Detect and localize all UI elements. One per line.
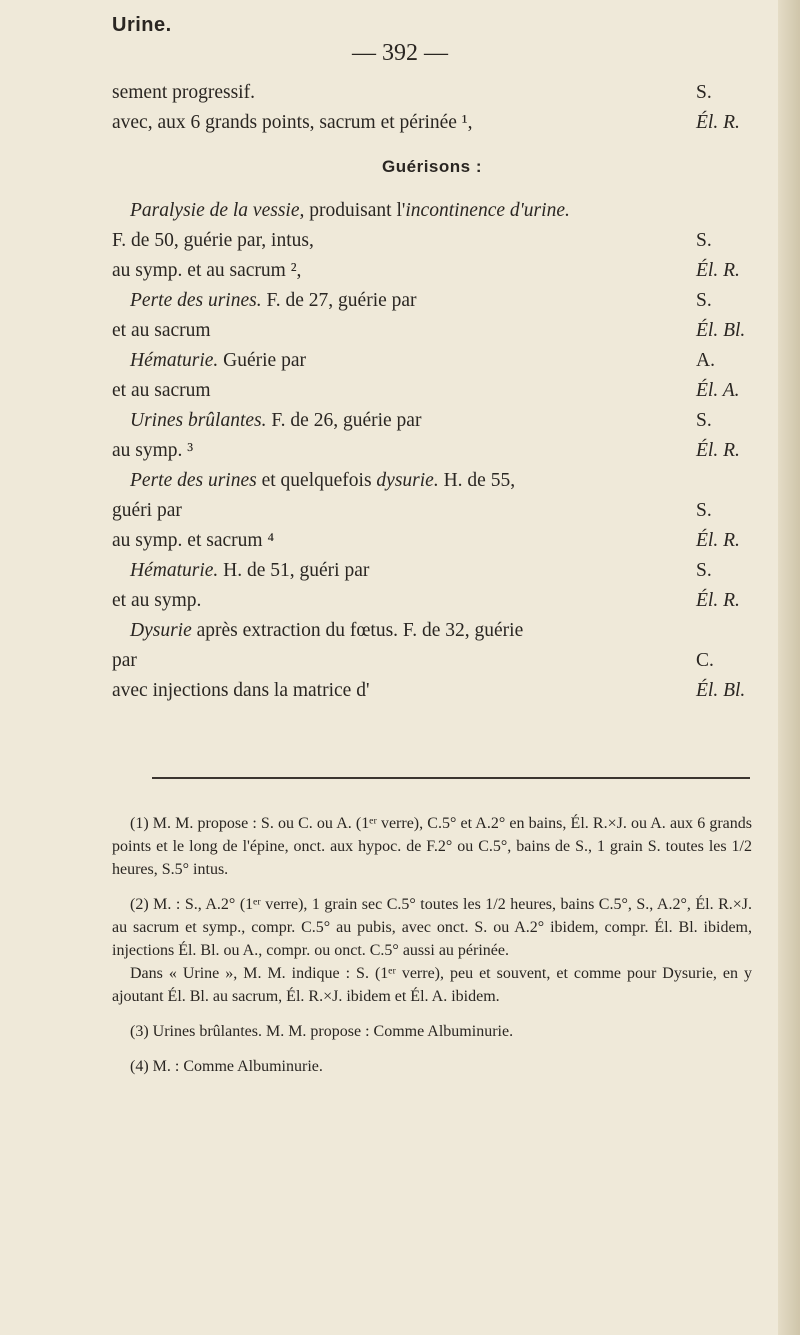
- footnotes: [112, 812, 752, 1090]
- text-line: par C.: [112, 650, 714, 671]
- footnote-2: [112, 893, 752, 1008]
- text-line: guéri par S.: [112, 500, 712, 521]
- text-line: avec injections dans la matrice d' Él. Bl.: [112, 680, 746, 701]
- footnote-divider: [152, 777, 750, 779]
- footnote-4: (4) M. : Comme Albuminurie.: [130, 1058, 323, 1075]
- text-line: Perte des urines. F. de 27, guérie par S.: [130, 290, 712, 311]
- page-edge: [778, 0, 800, 1335]
- text-line: au symp. et sacrum ⁴ Él. R.: [112, 530, 740, 551]
- cures-block-1: [112, 226, 752, 466]
- text-line: et au symp. Él. R.: [112, 590, 740, 611]
- text-line: au symp. et au sacrum ², Él. R.: [112, 260, 740, 281]
- text-line: sement progressif. S.: [112, 82, 712, 103]
- footnote-2-para-2: Dans « Urine », M. M. indique : S. (1ᵉʳ verre), peu et souvent, et comme pour Dysurie, en y ajoutant Él. Bl. au sacrum, Él. R.×J. ibidem et Él. A. ibidem.: [112, 965, 752, 1005]
- text-line: et au sacrum Él. A.: [112, 380, 740, 401]
- footnote-1: (1) M. M. propose : S. ou C. ou A. (1ᵉʳ verre), C.5° et A.2° en bains, Él. R.×J. ou A. aux 6 grands points et le long de l'épine, onct. aux hypoc. de F.2° ou C.5°, bains de S., 1 grain S. toutes les 1/2 heures, S.5° intus.: [112, 815, 752, 878]
- footnote-3: (3) Urines brûlantes. M. M. propose : Comme Albuminurie.: [130, 1023, 514, 1040]
- footnote-2-para-1: (2) M. : S., A.2° (1ᵉʳ verre), 1 grain sec C.5° toutes les 1/2 heures, bains C.5°, S., A.2°, Él. R.×J. au sacrum et symp., compr. C.5° au pubis, avec onct. S. ou A.2° ibidem, compr. Él. Bl. ibidem, injections Él. Bl. ou A., compr. ou onct. C.5° aussi au périnée.: [112, 896, 752, 959]
- running-head: Urine.: [112, 14, 172, 36]
- text-line: Dysurie après extraction du fœtus. F. de 32, guérie: [130, 620, 524, 641]
- section-heading: Guérisons :: [382, 157, 482, 176]
- text-line: Paralysie de la vessie, produisant l'incontinence d'urine.: [130, 200, 570, 221]
- cures-block-3: [112, 646, 752, 706]
- text-line: Hématurie. H. de 51, guéri par S.: [130, 560, 712, 581]
- text-line: Perte des urines et quelquefois dysurie. H. de 55,: [130, 470, 516, 491]
- main-text: [112, 78, 752, 706]
- text-line: et au sacrum Él. Bl.: [112, 320, 746, 341]
- page-number: — 392 —: [352, 40, 448, 66]
- text-line: avec, aux 6 grands points, sacrum et périnée ¹, Él. R.: [112, 112, 740, 133]
- text-line: Hématurie. Guérie par A.: [130, 350, 715, 371]
- cures-block-2: [112, 496, 752, 616]
- text-line: F. de 50, guérie par, intus, S.: [112, 230, 712, 251]
- text-line: au symp. ³ Él. R.: [112, 440, 740, 461]
- text-line: Urines brûlantes. F. de 26, guérie par S.: [130, 410, 712, 431]
